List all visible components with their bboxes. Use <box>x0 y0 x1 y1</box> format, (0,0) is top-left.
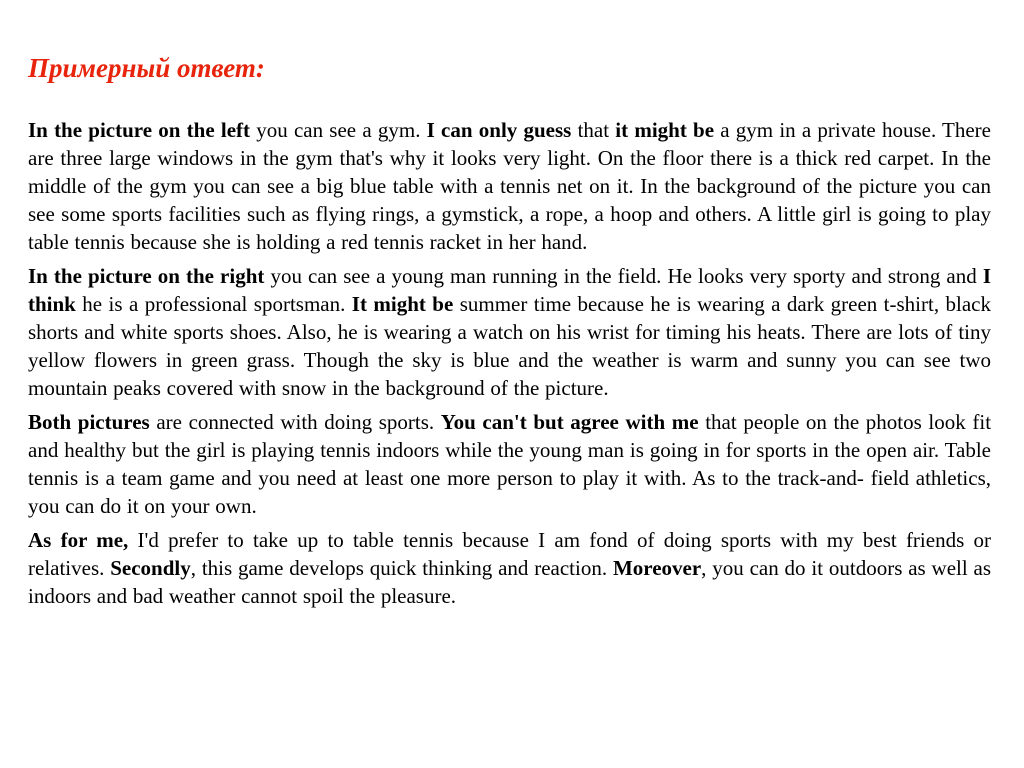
phrase-bold: it might be <box>615 118 715 142</box>
phrase-bold: Moreover <box>612 556 702 580</box>
phrase-bold: In the picture on the left <box>28 118 251 142</box>
phrase-text: summer time because he is wearing a dark green t-shirt, black shorts and white sports shoes. Also, he is wearing a watch on his wrist for timing his heats. There are lots of tiny yellow flowers in green grass. Though the sky is blue and the weather is warm and sunny you can see two mountain peaks covered with snow in the background of the picture. <box>28 292 991 400</box>
phrase-text: , you can do it outdoors as well as indoors and bad weather cannot spoil the pleasure. <box>28 556 991 608</box>
phrase-text: that <box>571 118 616 142</box>
phrase-bold: It might be <box>351 292 454 316</box>
phrase-text: you can see a young man running in the field. He looks very sporty and strong and <box>264 264 983 288</box>
paragraph-left-picture <box>28 116 991 256</box>
phrase-text: you can see a gym. <box>250 118 427 142</box>
paragraph-opinion <box>28 526 991 610</box>
phrase-text: , this game develops quick thinking and reaction. <box>190 556 613 580</box>
phrase-bold: I can only guess <box>426 118 572 142</box>
phrase-bold: Secondly <box>110 556 191 580</box>
phrase-bold: As for me, <box>28 528 129 552</box>
phrase-text: he is a professional sportsman. <box>75 292 352 316</box>
phrase-text: a gym in a private house. There are three large windows in the gym that's why it looks very light. On the floor there is a thick red carpet. In the middle of the gym you can see a big blue table with a tennis net on it. In the background of the picture you can see some sports facilities such as flying rings, a gymstick, a rope, a hoop and others. A little girl is going to play table tennis because she is holding a red tennis racket in her hand. <box>28 118 991 254</box>
phrase-bold: I think <box>28 264 991 316</box>
phrase-text: that people on the photos look fit and healthy but the girl is playing tennis indoors while the young man is going in for sports in the open air. Table tennis is a team game and you need at least one more person to play it with. As to the track-and- field athletics, you can do it on your own. <box>28 410 992 518</box>
page-title: Примерный ответ: <box>28 53 265 83</box>
paragraph-comparison <box>28 408 991 520</box>
paragraph-right-picture <box>28 262 991 402</box>
phrase-text: are connected with doing sports. <box>149 410 441 434</box>
phrase-bold: Both pictures <box>28 410 150 434</box>
phrase-text: I'd prefer to take up to table tennis because I am fond of doing sports with my best friends or relatives. <box>28 528 991 580</box>
phrase-bold: In the picture on the right <box>28 264 265 288</box>
phrase-bold: You can't but agree with me <box>440 410 699 434</box>
